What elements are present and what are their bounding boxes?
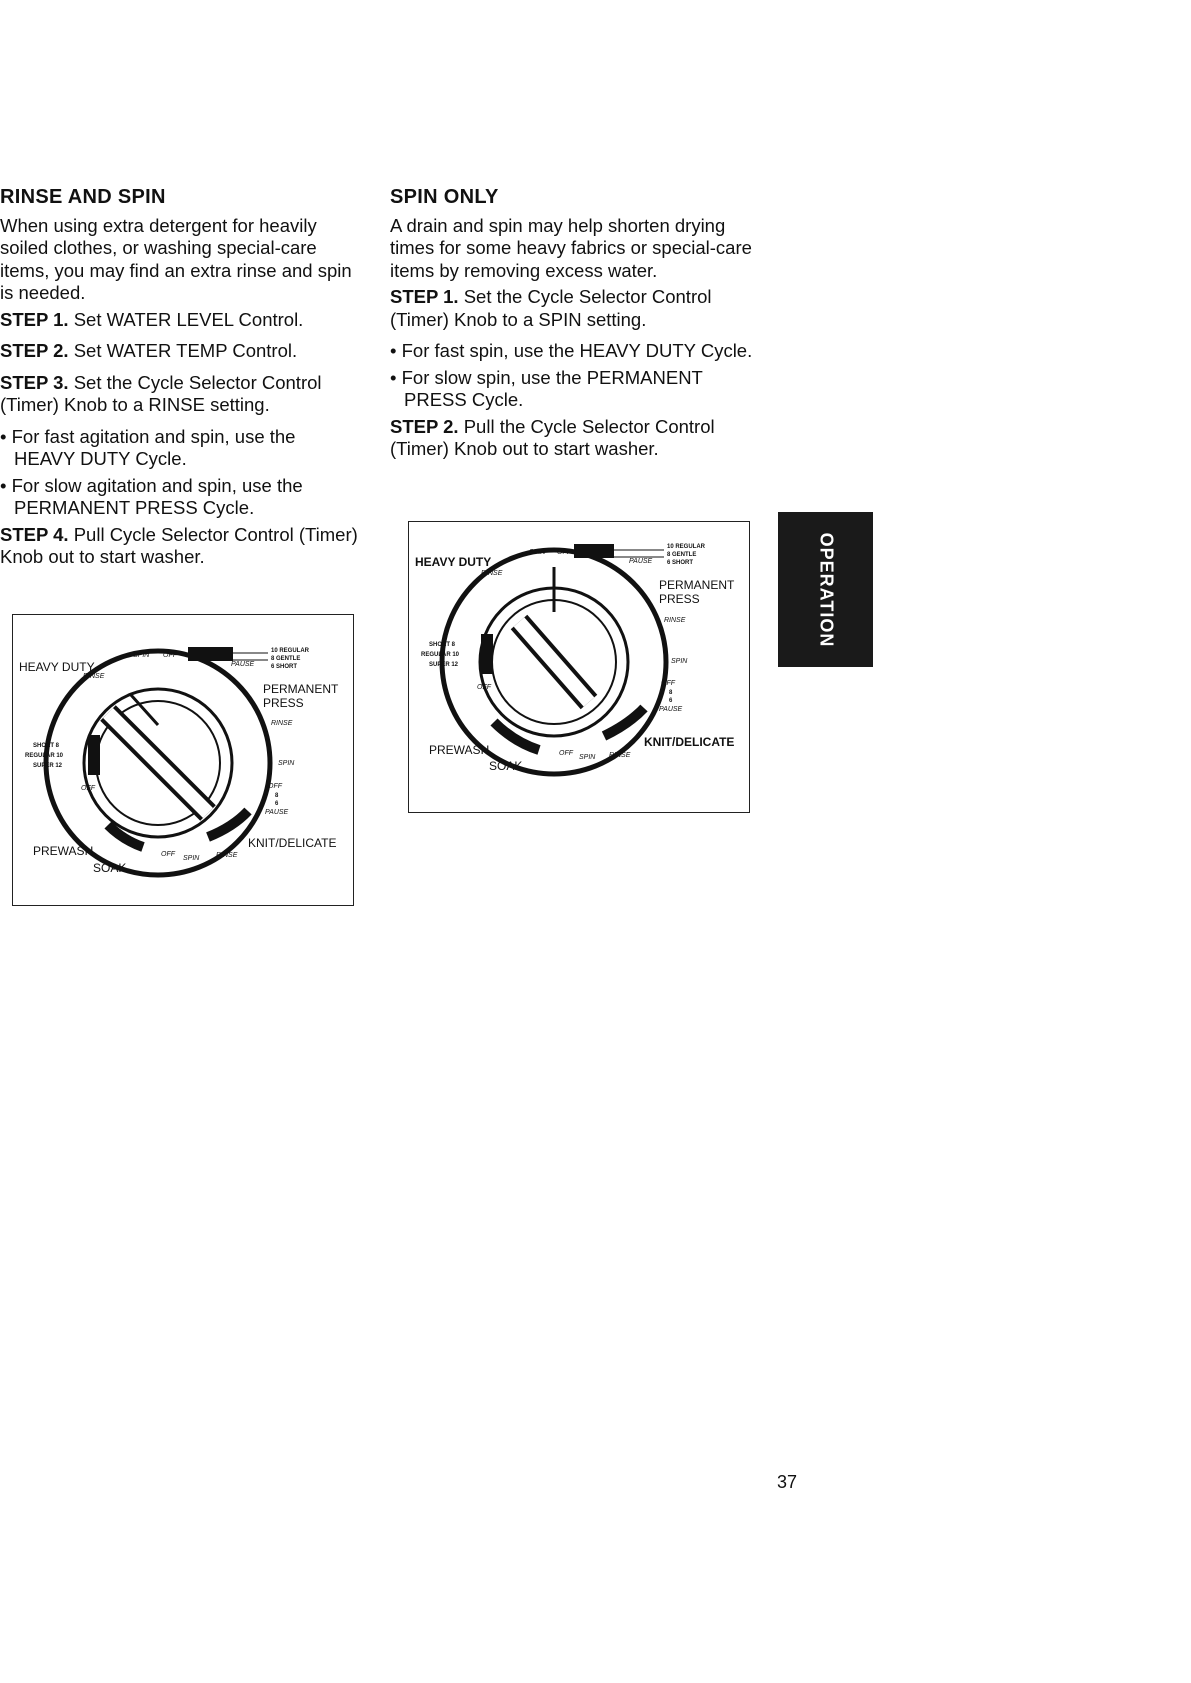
timer-dial-diagram-rinse [12, 614, 354, 906]
label-heavy-duty: HEAVY DUTY [19, 660, 95, 674]
label-spin: SPIN [183, 855, 200, 862]
label-pause: PAUSE [265, 809, 289, 816]
label-rinse: RINSE [609, 752, 631, 759]
label-rinse: RINSE [216, 852, 238, 859]
label-off: OFF [268, 783, 282, 790]
step-1: STEP 1. Set the Cycle Selector Control (Timer) Knob to a SPIN setting. [390, 286, 712, 330]
top-segment [188, 647, 233, 661]
top-segment [574, 544, 614, 558]
bullet-item: • For slow spin, use the PERMANENT PRESS Cycle. [390, 367, 770, 412]
label-super-12: SUPER 12 [33, 763, 63, 769]
label-8: 8 [275, 793, 279, 799]
knit-segment [208, 811, 248, 837]
label-rinse: RINSE [271, 720, 293, 727]
label-rinse: RINSE [83, 673, 105, 680]
label-short-8: SHORT 8 [429, 642, 456, 648]
label-pause: PAUSE [629, 558, 653, 565]
bullet-item: • For fast agitation and spin, use the HEAVY DUTY Cycle. [0, 426, 360, 471]
label-spin: SPIN [579, 754, 596, 761]
label-8-gentle: 8 GENTLE [667, 552, 697, 558]
label-heavy-duty: HEAVY DUTY [415, 555, 492, 569]
label-8: 8 [669, 690, 673, 696]
label-press: PRESS [659, 592, 700, 606]
label-super-12: SUPER 12 [429, 662, 459, 668]
step-1: STEP 1. Set WATER LEVEL Control. [0, 308, 304, 330]
label-regular-10: REGULAR 10 [25, 753, 64, 759]
intro-paragraph: A drain and spin may help shorten drying times for some heavy fabrics or special-care items by removing excess water. [390, 214, 752, 281]
bullet-item: • For fast spin, use the HEAVY DUTY Cycle. [390, 340, 770, 363]
spin-only-section [390, 186, 770, 470]
label-10-regular: 10 REGULAR [271, 648, 310, 654]
label-knit-delicate: KNIT/DELICATE [248, 836, 337, 850]
bullet-item: • For slow agitation and spin, use the PERMANENT PRESS Cycle. [0, 475, 360, 520]
label-spin: SPIN [278, 760, 295, 767]
label-press: PRESS [263, 696, 304, 710]
label-off: OFF [559, 750, 573, 757]
left-segment [481, 634, 493, 674]
section-heading: RINSE AND SPIN [0, 186, 166, 208]
label-pause: PAUSE [659, 706, 683, 713]
label-spin: SPIN [133, 652, 150, 659]
label-spin: SPIN [529, 549, 546, 556]
label-soak: SOAK [93, 861, 127, 875]
page-number: 37 [777, 1472, 798, 1492]
label-off: OFF [557, 549, 571, 556]
step-2: STEP 2. Set WATER TEMP Control. [0, 340, 298, 361]
step-4: STEP 4. Pull Cycle Selector Control (Timer) Knob out to start washer. [0, 523, 358, 567]
step-2: STEP 2. Pull the Cycle Selector Control (Timer) Knob out to start washer. [390, 415, 715, 459]
section-heading: SPIN ONLY [390, 186, 499, 208]
label-6-short: 6 SHORT [667, 560, 694, 566]
left-segment [88, 735, 100, 775]
label-rinse: RINSE [481, 570, 503, 577]
label-knit-delicate: KNIT/DELICATE [644, 735, 735, 749]
label-10-regular: 10 REGULAR [667, 544, 706, 550]
label-6: 6 [275, 801, 279, 807]
label-off: OFF [163, 652, 177, 659]
label-regular-10: REGULAR 10 [421, 652, 460, 658]
timer-dial-diagram-spin [408, 521, 750, 813]
step-3: STEP 3. Set the Cycle Selector Control (Timer) Knob to a RINSE setting. [0, 371, 322, 415]
rinse-and-spin-section [0, 186, 360, 578]
label-off: OFF [661, 680, 675, 687]
label-off: OFF [81, 785, 95, 792]
side-tab-label: OPERATION [816, 532, 836, 647]
label-pause: PAUSE [231, 661, 255, 668]
label-8-gentle: 8 GENTLE [271, 656, 301, 662]
operation-side-tab [778, 512, 873, 667]
label-short-8: SHORT 8 [33, 743, 60, 749]
label-rinse: RINSE [664, 617, 686, 624]
label-spin: SPIN [671, 658, 688, 665]
label-soak: SOAK [489, 759, 523, 773]
label-prewash: PREWASH [429, 743, 490, 757]
label-permanent: PERMANENT [263, 682, 339, 696]
intro-paragraph: When using extra detergent for heavily soiled clothes, or washing special-care items, you may find an extra rinse and spin is needed. [0, 214, 352, 303]
label-off: OFF [477, 684, 491, 691]
label-6-short: 6 SHORT [271, 664, 298, 670]
label-6: 6 [669, 698, 673, 704]
label-off: OFF [161, 851, 175, 858]
label-permanent: PERMANENT [659, 578, 735, 592]
label-prewash: PREWASH [33, 844, 94, 858]
